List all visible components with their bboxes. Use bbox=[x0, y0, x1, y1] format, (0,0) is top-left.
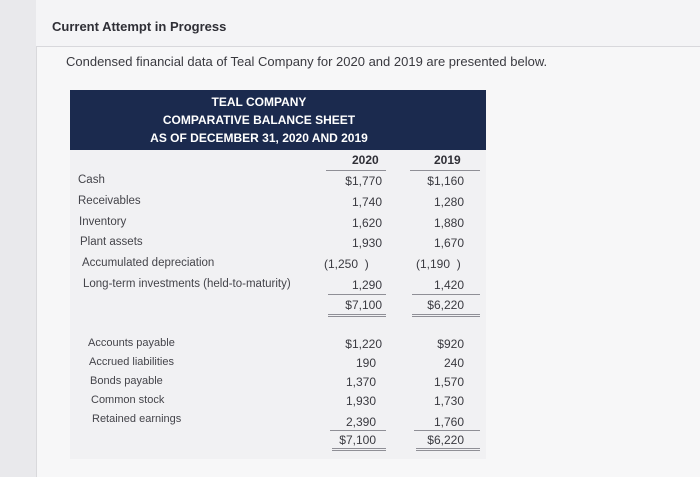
asset-value-2020: $1,770 bbox=[345, 174, 382, 188]
liability-value-2020: 2,390 bbox=[345, 415, 376, 429]
liability-subtotal-rule-2020 bbox=[330, 430, 386, 431]
liability-total-double-rule-2019 bbox=[416, 448, 480, 451]
asset-total-double-rule-2020 bbox=[328, 314, 386, 317]
asset-value-2020: 1,930 bbox=[351, 236, 382, 250]
balance-sheet-header bbox=[70, 90, 486, 150]
liability-total-2019: $6,220 bbox=[427, 433, 464, 447]
asset-label: Receivables bbox=[78, 195, 141, 207]
asset-total-2019: $6,220 bbox=[427, 298, 464, 312]
asset-label: Accumulated depreciation bbox=[82, 257, 215, 269]
liability-value-2019: $920 bbox=[437, 337, 464, 351]
asset-label: Cash bbox=[78, 174, 105, 186]
liability-value-2020: $1,220 bbox=[345, 337, 382, 351]
asset-total-2020: $7,100 bbox=[345, 298, 382, 312]
liability-value-2020: 190 bbox=[355, 356, 376, 370]
liability-value-2019: 1,760 bbox=[433, 415, 464, 429]
liability-label: Bonds payable bbox=[90, 375, 163, 387]
asset-value-2020: 1,740 bbox=[351, 195, 382, 209]
sheet-date: AS OF DECEMBER 31, 2020 AND 2019 bbox=[150, 131, 368, 145]
attempt-title: Current Attempt in Progress bbox=[52, 19, 227, 34]
asset-value-2020: 1,290 bbox=[351, 278, 382, 292]
problem-intro: Condensed financial data of Teal Company for 2020 and 2019 are presented below. bbox=[66, 54, 548, 69]
year-2019-header: 2019 bbox=[434, 153, 461, 167]
sheet-title: COMPARATIVE BALANCE SHEET bbox=[162, 113, 356, 127]
asset-subtotal-rule-2019 bbox=[412, 294, 480, 295]
liability-value-2019: 1,730 bbox=[433, 394, 464, 408]
asset-label: Plant assets bbox=[80, 236, 143, 248]
asset-value-2019: 1,670 bbox=[433, 236, 464, 250]
year-2020-header: 2020 bbox=[352, 153, 379, 167]
liability-value-2020: 1,930 bbox=[345, 394, 376, 408]
asset-value-2019: 1,420 bbox=[433, 278, 464, 292]
balance-sheet bbox=[70, 90, 486, 459]
asset-value-2019: 1,280 bbox=[433, 195, 464, 209]
asset-value-2019: $1,160 bbox=[427, 174, 464, 188]
asset-value-2019: 1,880 bbox=[433, 216, 464, 230]
liability-label: Accrued liabilities bbox=[89, 356, 174, 368]
liability-value-2020: 1,370 bbox=[345, 375, 376, 389]
liability-value-2019: 1,570 bbox=[433, 375, 464, 389]
asset-total-double-rule-2019 bbox=[412, 314, 480, 317]
asset-value-2019: (1,190 ) bbox=[416, 257, 461, 271]
asset-label: Long-term investments (held-to-maturity) bbox=[83, 278, 291, 290]
liability-label: Common stock bbox=[91, 394, 165, 406]
asset-label: Inventory bbox=[79, 216, 127, 228]
company-name: TEAL COMPANY bbox=[211, 95, 307, 109]
liability-value-2019: 240 bbox=[443, 356, 464, 370]
asset-value-2020: 1,620 bbox=[351, 216, 382, 230]
liability-label: Accounts payable bbox=[88, 337, 175, 349]
asset-subtotal-rule-2020 bbox=[328, 294, 386, 295]
asset-value-2020: (1,250 ) bbox=[324, 257, 369, 271]
year-2020-underline bbox=[326, 170, 386, 171]
liability-subtotal-rule-2019 bbox=[414, 430, 480, 431]
year-2019-underline bbox=[410, 170, 480, 171]
liability-total-2020: $7,100 bbox=[339, 433, 376, 447]
liability-label: Retained earnings bbox=[92, 413, 182, 425]
liability-total-double-rule-2020 bbox=[332, 448, 386, 451]
